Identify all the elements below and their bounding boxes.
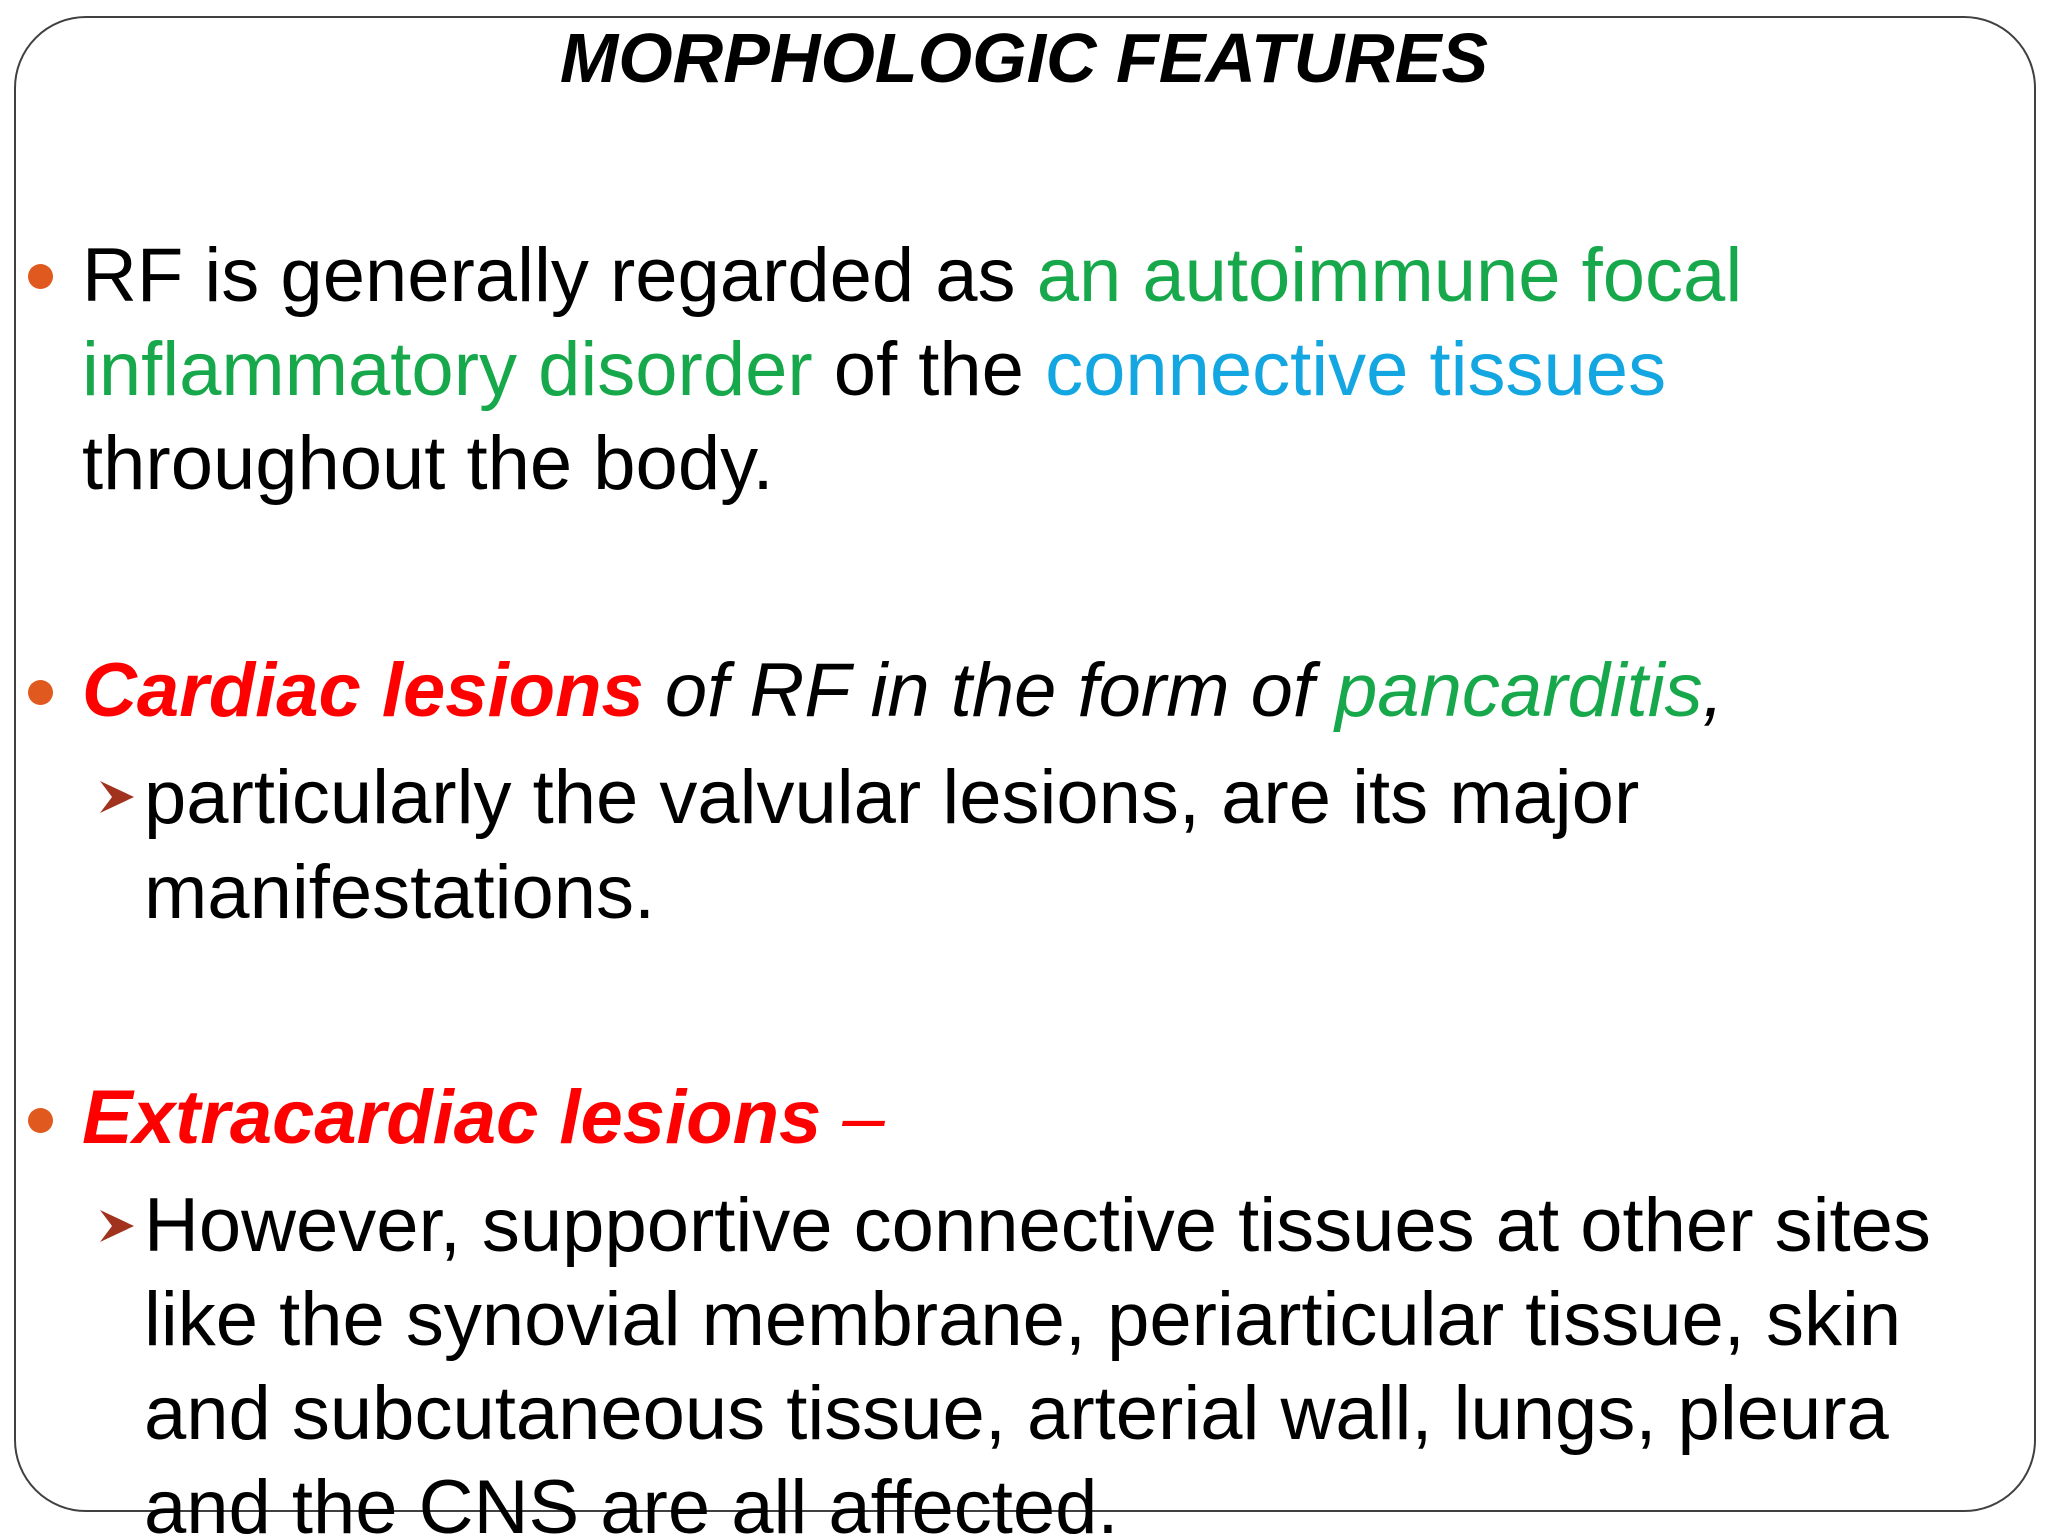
bullet2-sub-line1: particularly the valvular lesions, are its major: [144, 755, 1640, 840]
arrow-bullet-icon: [98, 1206, 138, 1246]
bullet3-sub-line2: like the synovial membrane, periarticular tissue, skin: [144, 1277, 1902, 1362]
bullet1-line2-text: of the: [812, 327, 1046, 412]
bullet1-line3: throughout the body.: [82, 421, 774, 506]
bullet3-sub-line3: and subcutaneous tissue, arterial wall, lungs, pleura: [144, 1371, 1889, 1456]
slide-title: MORPHOLOGIC FEATURES: [559, 19, 1489, 97]
bullet1-line2: [82, 322, 1666, 417]
bullet1-line1-highlight: an autoimmune focal: [1036, 233, 1743, 318]
bullet1-line2-highlight: inflammatory disorder: [82, 327, 813, 412]
bullet1-line2-cyan: connective tissues: [1045, 327, 1667, 412]
bullet2-green-text: pancarditis: [1335, 648, 1703, 733]
bullet2-comma: ,: [1702, 648, 1724, 733]
bullet2-line1: [82, 643, 1724, 738]
bullet3-dash: –: [821, 1075, 885, 1160]
bullet3-red-heading: Extracardiac lesions: [82, 1075, 822, 1160]
bullet-dot-1: [28, 264, 53, 289]
bullet1-line1: [82, 228, 1742, 323]
bullet3-sub-line4: and the CNS are all affected.: [144, 1465, 1119, 1536]
arrow-bullet-icon: [98, 777, 138, 817]
bullet2-red-heading: Cardiac lesions: [82, 648, 644, 733]
bullet3-sub-line1: However, supportive connective tissues at other sites: [144, 1183, 1931, 1268]
bullet1-line1-text: RF is generally regarded as: [82, 233, 1037, 318]
bullet3-line1: [82, 1070, 885, 1165]
bullet2-sub-line2: manifestations.: [144, 850, 656, 935]
bullet2-italic-text: of RF in the form of: [643, 648, 1336, 733]
bullet-dot-3: [28, 1108, 53, 1133]
bullet-dot-2: [28, 680, 53, 705]
